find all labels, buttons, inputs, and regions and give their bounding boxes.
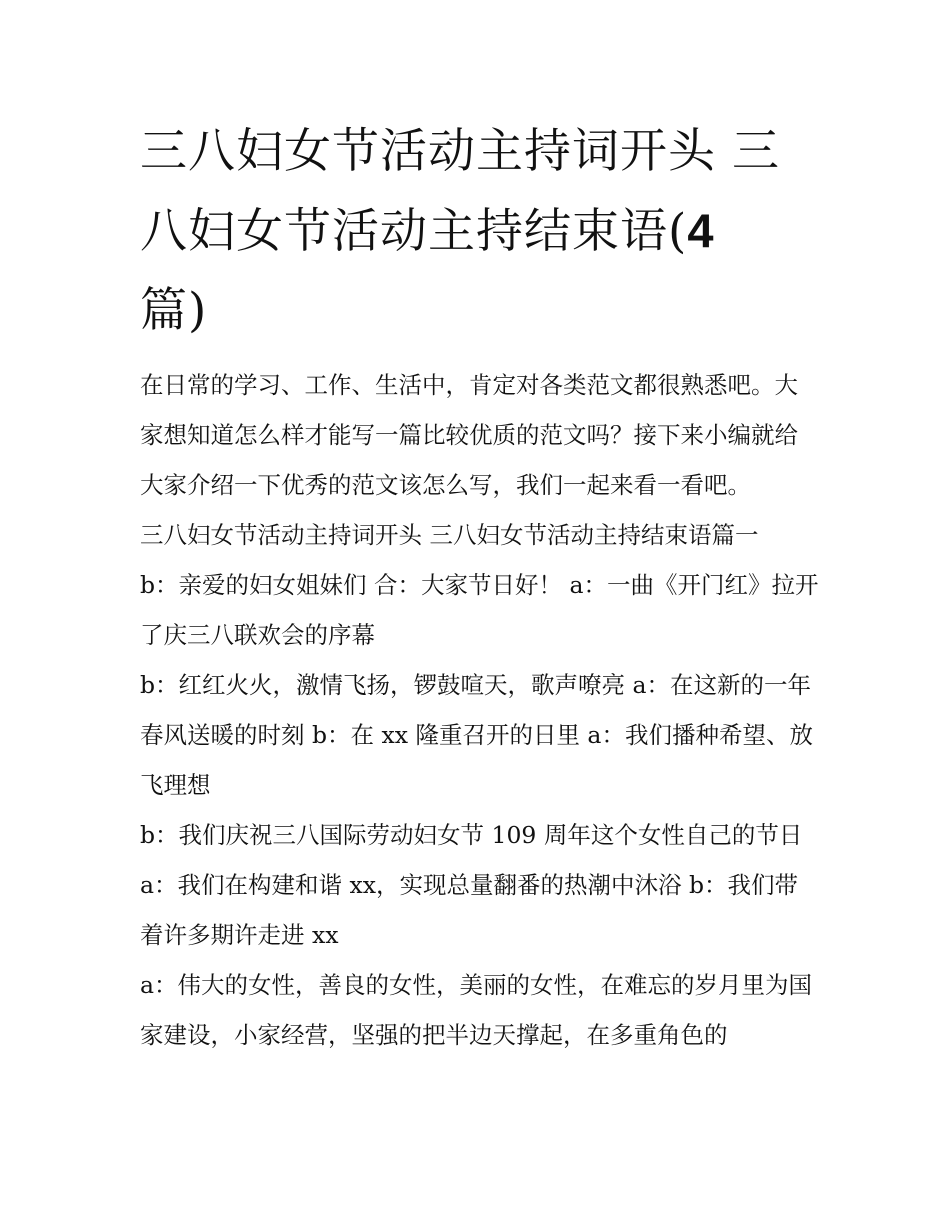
script-paragraph: b：红红火火，激情飞扬，锣鼓喧天，歌声嘹亮 a：在这新的一年春风送暖的时刻 b：在 xx 隆重召开的日里 a：我们播种希望、放飞理想 xyxy=(140,671,813,799)
document-page xyxy=(140,112,820,1060)
intro-paragraph: 在日常的学习、工作、生活中，肯定对各类范文都很熟悉吧。大家想知道怎么样才能写一篇比较优质的范文吗？接下来小编就给大家介绍一下优秀的范文该怎么写，我们一起来看一看吧。 xyxy=(140,371,798,499)
title-main: 三八妇女节活动主持词开头 三八妇女节活动主持结束语( xyxy=(140,124,780,259)
section-heading: 三八妇女节活动主持词开头 三八妇女节活动主持结束语篇一 xyxy=(140,521,759,549)
script-paragraph: b：我们庆祝三八国际劳动妇女节 109 周年这个女性自己的节日 a：我们在构建和谐 xx，实现总量翻番的热潮中沐浴 b：我们带着许多期许走进 xx xyxy=(140,821,803,949)
title-suffix: 篇) xyxy=(140,283,208,338)
script-paragraph: a：伟大的女性，善良的女性，美丽的女性，在难忘的岁月里为国家建设，小家经营，坚强的把半边天撑起，在多重角色的 xyxy=(140,971,813,1049)
script-paragraph: b：亲爱的妇女姐妹们 合：大家节日好！ a：一曲《开门红》拉开了庆三八联欢会的序幕 xyxy=(140,571,819,649)
document-title xyxy=(140,112,820,350)
title-count: 4 xyxy=(687,204,715,257)
document-body xyxy=(140,360,820,1060)
